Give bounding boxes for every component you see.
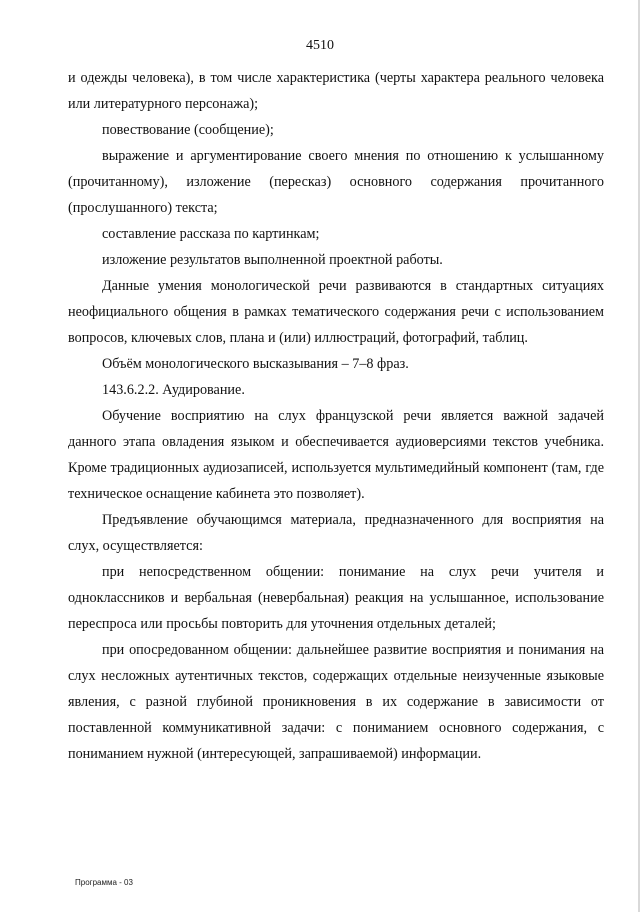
- paragraph-3: выражение и аргументирование своего мнения по отношению к услышанному (прочитанному), изложение (пересказ) основного содержания прочитанного (прослушанного) текста;: [68, 148, 604, 216]
- paragraph-4: составление рассказа по картинкам;: [102, 226, 320, 242]
- paragraph-11: при непосредственном общении: понимание на слух речи учителя и одноклассников и вербальная (невербальная) реакция на услышанное, использование переспроса или просьбы повторить для уточнения отдельных деталей;: [68, 564, 604, 632]
- paragraph-2: повествование (сообщение);: [102, 122, 274, 138]
- paragraph-6: Данные умения монологической речи развиваются в стандартных ситуациях неофициального общения в рамках тематического содержания речи с использованием вопросов, ключевых слов, плана и (или) иллюстраций, фотографий, таблиц.: [68, 278, 604, 346]
- paragraph-5: изложение результатов выполненной проектной работы.: [102, 252, 443, 268]
- paragraph-12: при опосредованном общении: дальнейшее развитие восприятия и понимания на слух несложных аутентичных текстов, содержащих отдельные неизученные языковые явления, с разной глубиной проникновения в их содержание в зависимости от поставленной коммуникативной задачи: с пониманием основного содержания, с пониманием нужной (интересующей, запрашиваемой) информации.: [68, 642, 604, 762]
- footer-label: Программа - 03: [75, 878, 133, 887]
- paragraph-1: и одежды человека), в том числе характеристика (черты характера реального человека или литературного персонажа);: [68, 70, 604, 112]
- section-heading: 143.6.2.2. Аудирование.: [102, 382, 245, 398]
- paragraph-10: Предъявление обучающимся материала, предназначенного для восприятия на слух, осуществляется:: [68, 512, 604, 554]
- document-body: [68, 65, 604, 767]
- paragraph-7: Объём монологического высказывания – 7–8 фраз.: [102, 356, 409, 372]
- paragraph-9: Обучение восприятию на слух французской речи является важной задачей данного этапа овладения языком и обеспечивается аудиоверсиями текстов учебника. Кроме традиционных аудиозаписей, используется мультимедийный компонент (там, где техническое оснащение кабинета это позволяет).: [68, 408, 604, 502]
- page-number: 4510: [306, 38, 334, 53]
